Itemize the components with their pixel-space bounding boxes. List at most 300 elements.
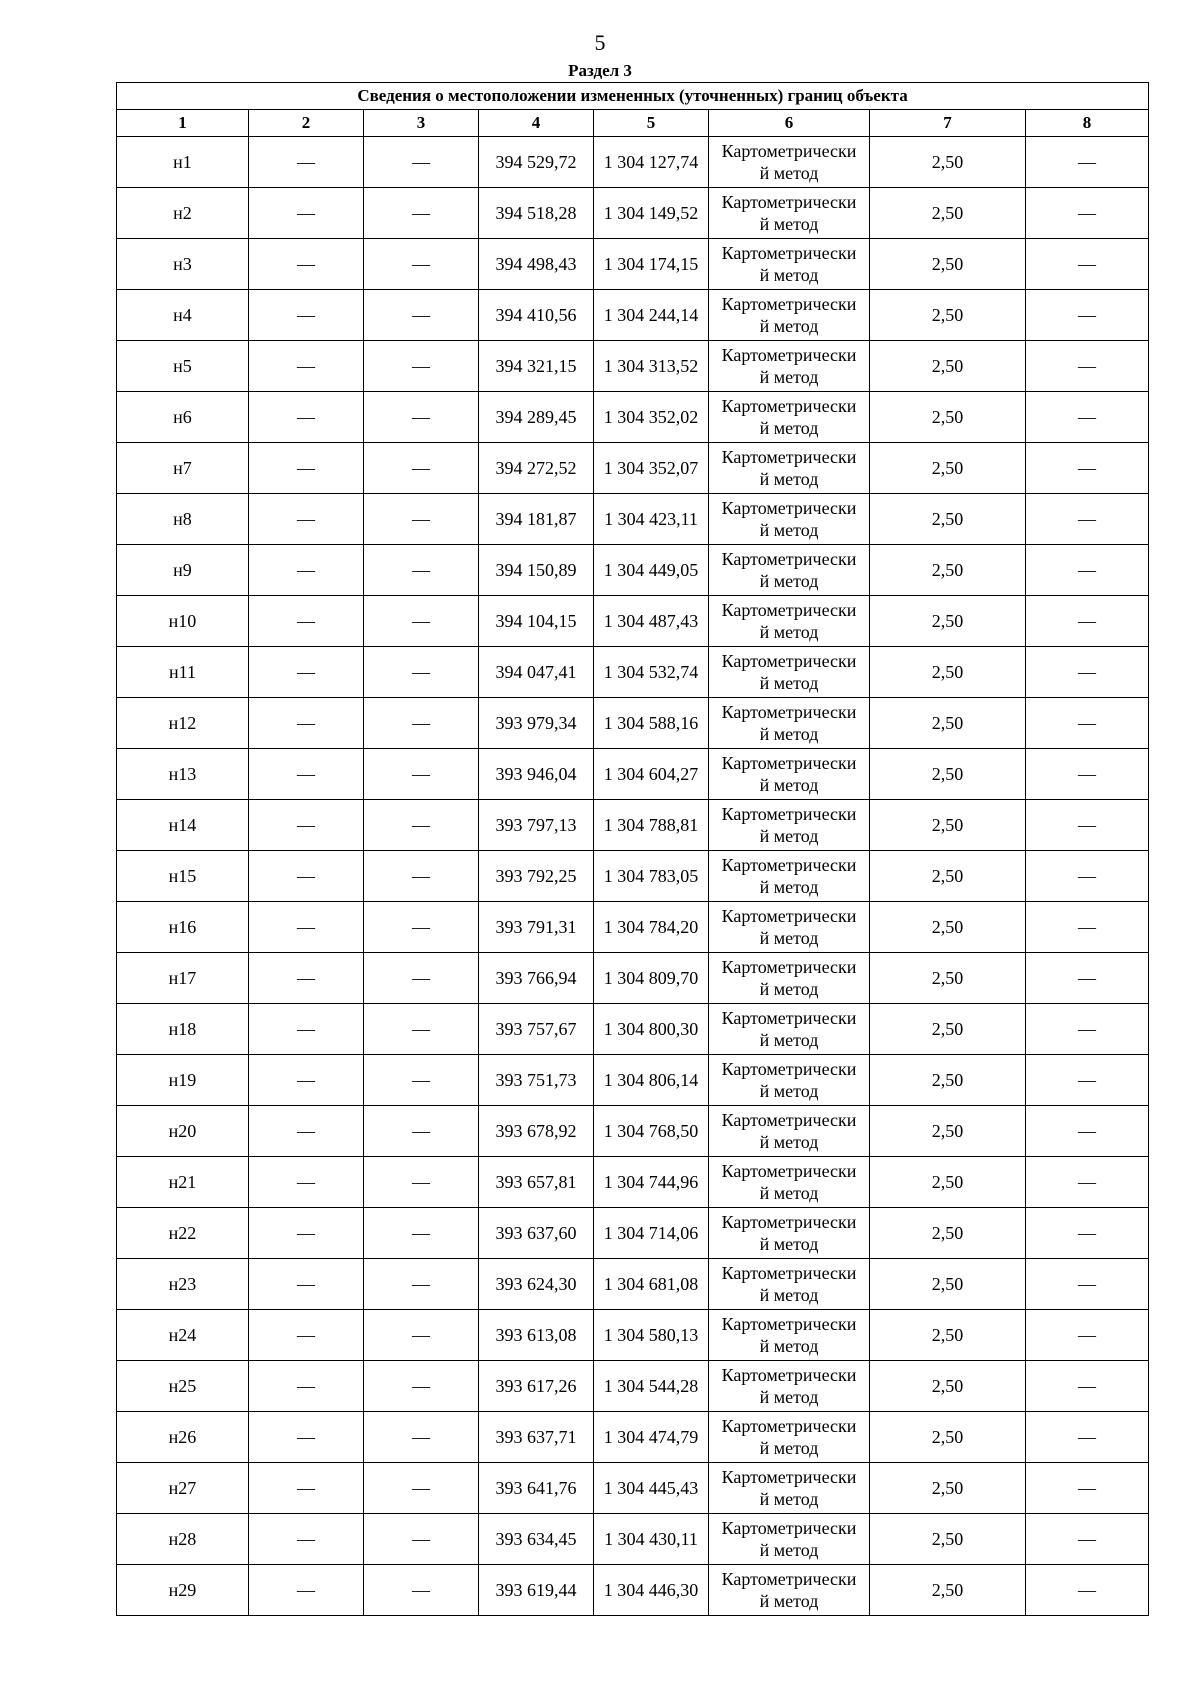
column-number-3: 3: [364, 110, 479, 137]
accuracy-cell: 2,50: [870, 392, 1026, 443]
table-caption: Сведения о местоположении измененных (уточненных) границ объекта: [117, 83, 1149, 110]
point-cell: н11: [117, 647, 249, 698]
method-line-2: й метод: [759, 367, 819, 387]
point-cell: н10: [117, 596, 249, 647]
column-2-cell: —: [249, 953, 364, 1004]
column-3-cell: —: [364, 392, 479, 443]
point-cell: н6: [117, 392, 249, 443]
method-line-1: Картометрически: [721, 192, 857, 212]
accuracy-cell: 2,50: [870, 698, 1026, 749]
method-line-1: Картометрически: [721, 1467, 857, 1487]
table-caption-row: [117, 83, 1149, 110]
method-cell: [709, 1361, 870, 1412]
y-coordinate-cell: 1 304 174,15: [594, 239, 709, 290]
method-cell: [709, 902, 870, 953]
method-line-2: й метод: [759, 316, 819, 336]
table-row: [117, 290, 1149, 341]
table-row: [117, 1157, 1149, 1208]
y-coordinate-cell: 1 304 474,79: [594, 1412, 709, 1463]
method-cell: [709, 545, 870, 596]
column-2-cell: —: [249, 443, 364, 494]
column-2-cell: —: [249, 851, 364, 902]
column-3-cell: —: [364, 545, 479, 596]
column-3-cell: —: [364, 596, 479, 647]
x-coordinate-cell: 393 766,94: [479, 953, 594, 1004]
column-3-cell: —: [364, 1463, 479, 1514]
x-coordinate-cell: 393 757,67: [479, 1004, 594, 1055]
point-cell: н19: [117, 1055, 249, 1106]
table-row: [117, 1259, 1149, 1310]
point-cell: н25: [117, 1361, 249, 1412]
point-cell: н15: [117, 851, 249, 902]
column-8-cell: —: [1026, 1004, 1149, 1055]
method-cell: [709, 596, 870, 647]
y-coordinate-cell: 1 304 800,30: [594, 1004, 709, 1055]
method-line-1: Картометрически: [721, 498, 857, 518]
method-line-1: Картометрически: [721, 1161, 857, 1181]
method-cell: [709, 1055, 870, 1106]
table-row: [117, 341, 1149, 392]
column-8-cell: —: [1026, 800, 1149, 851]
method-line-2: й метод: [759, 1081, 819, 1101]
column-2-cell: —: [249, 1361, 364, 1412]
x-coordinate-cell: 394 529,72: [479, 137, 594, 188]
method-line-2: й метод: [759, 1030, 819, 1050]
y-coordinate-cell: 1 304 580,13: [594, 1310, 709, 1361]
y-coordinate-cell: 1 304 681,08: [594, 1259, 709, 1310]
x-coordinate-cell: 393 637,60: [479, 1208, 594, 1259]
column-3-cell: —: [364, 1361, 479, 1412]
method-line-2: й метод: [759, 1234, 819, 1254]
x-coordinate-cell: 393 634,45: [479, 1514, 594, 1565]
table-row: [117, 1361, 1149, 1412]
method-line-2: й метод: [759, 1591, 819, 1611]
column-number-5: 5: [594, 110, 709, 137]
point-cell: н21: [117, 1157, 249, 1208]
column-3-cell: —: [364, 494, 479, 545]
column-2-cell: —: [249, 1055, 364, 1106]
column-8-cell: —: [1026, 902, 1149, 953]
column-3-cell: —: [364, 239, 479, 290]
method-line-1: Картометрически: [721, 294, 857, 314]
column-8-cell: —: [1026, 1514, 1149, 1565]
column-2-cell: —: [249, 1259, 364, 1310]
column-3-cell: —: [364, 953, 479, 1004]
table-row: [117, 953, 1149, 1004]
table-row: [117, 137, 1149, 188]
method-cell: [709, 1259, 870, 1310]
method-line-2: й метод: [759, 1540, 819, 1560]
column-8-cell: —: [1026, 1310, 1149, 1361]
method-line-2: й метод: [759, 571, 819, 591]
column-number-2: 2: [249, 110, 364, 137]
table-row: [117, 1514, 1149, 1565]
table-body: [117, 137, 1149, 1616]
column-2-cell: —: [249, 1412, 364, 1463]
column-8-cell: —: [1026, 1259, 1149, 1310]
column-3-cell: —: [364, 902, 479, 953]
x-coordinate-cell: 393 792,25: [479, 851, 594, 902]
method-line-2: й метод: [759, 265, 819, 285]
method-cell: [709, 1412, 870, 1463]
y-coordinate-cell: 1 304 604,27: [594, 749, 709, 800]
accuracy-cell: 2,50: [870, 545, 1026, 596]
column-2-cell: —: [249, 341, 364, 392]
table-row: [117, 494, 1149, 545]
table-row: [117, 647, 1149, 698]
method-cell: [709, 1106, 870, 1157]
method-line-2: й метод: [759, 928, 819, 948]
point-cell: н14: [117, 800, 249, 851]
accuracy-cell: 2,50: [870, 902, 1026, 953]
accuracy-cell: 2,50: [870, 953, 1026, 1004]
method-line-1: Картометрически: [721, 1518, 857, 1538]
x-coordinate-cell: 394 047,41: [479, 647, 594, 698]
column-3-cell: —: [364, 1157, 479, 1208]
column-3-cell: —: [364, 1412, 479, 1463]
x-coordinate-cell: 394 518,28: [479, 188, 594, 239]
x-coordinate-cell: 394 150,89: [479, 545, 594, 596]
x-coordinate-cell: 393 797,13: [479, 800, 594, 851]
accuracy-cell: 2,50: [870, 851, 1026, 902]
method-line-2: й метод: [759, 1285, 819, 1305]
column-3-cell: —: [364, 341, 479, 392]
column-number-4: 4: [479, 110, 594, 137]
y-coordinate-cell: 1 304 788,81: [594, 800, 709, 851]
column-2-cell: —: [249, 239, 364, 290]
method-line-2: й метод: [759, 1387, 819, 1407]
y-coordinate-cell: 1 304 784,20: [594, 902, 709, 953]
x-coordinate-cell: 393 791,31: [479, 902, 594, 953]
point-cell: н24: [117, 1310, 249, 1361]
column-2-cell: —: [249, 647, 364, 698]
y-coordinate-cell: 1 304 768,50: [594, 1106, 709, 1157]
method-line-2: й метод: [759, 775, 819, 795]
method-cell: [709, 290, 870, 341]
column-3-cell: —: [364, 1259, 479, 1310]
column-3-cell: —: [364, 1565, 479, 1616]
table-row: [117, 596, 1149, 647]
accuracy-cell: 2,50: [870, 1412, 1026, 1463]
method-line-1: Картометрически: [721, 243, 857, 263]
column-number-6: 6: [709, 110, 870, 137]
method-cell: [709, 1463, 870, 1514]
method-cell: [709, 749, 870, 800]
method-line-1: Картометрически: [721, 447, 857, 467]
method-cell: [709, 1310, 870, 1361]
table-row: [117, 698, 1149, 749]
column-3-cell: —: [364, 443, 479, 494]
column-number-row: [117, 110, 1149, 137]
point-cell: н5: [117, 341, 249, 392]
method-line-2: й метод: [759, 469, 819, 489]
method-line-1: Картометрически: [721, 855, 857, 875]
column-2-cell: —: [249, 1208, 364, 1259]
method-line-2: й метод: [759, 1438, 819, 1458]
column-2-cell: —: [249, 290, 364, 341]
method-line-1: Картометрически: [721, 345, 857, 365]
column-2-cell: —: [249, 188, 364, 239]
method-cell: [709, 239, 870, 290]
method-line-2: й метод: [759, 622, 819, 642]
method-line-1: Картометрически: [721, 957, 857, 977]
y-coordinate-cell: 1 304 487,43: [594, 596, 709, 647]
method-line-1: Картометрически: [721, 396, 857, 416]
column-2-cell: —: [249, 494, 364, 545]
method-cell: [709, 698, 870, 749]
y-coordinate-cell: 1 304 352,02: [594, 392, 709, 443]
method-line-1: Картометрически: [721, 753, 857, 773]
method-line-2: й метод: [759, 1489, 819, 1509]
column-3-cell: —: [364, 647, 479, 698]
point-cell: н17: [117, 953, 249, 1004]
x-coordinate-cell: 393 678,92: [479, 1106, 594, 1157]
method-line-2: й метод: [759, 1183, 819, 1203]
column-8-cell: —: [1026, 647, 1149, 698]
accuracy-cell: 2,50: [870, 188, 1026, 239]
column-2-cell: —: [249, 1514, 364, 1565]
method-cell: [709, 953, 870, 1004]
accuracy-cell: 2,50: [870, 1055, 1026, 1106]
column-3-cell: —: [364, 1208, 479, 1259]
column-2-cell: —: [249, 545, 364, 596]
point-cell: н3: [117, 239, 249, 290]
accuracy-cell: 2,50: [870, 1361, 1026, 1412]
x-coordinate-cell: 393 979,34: [479, 698, 594, 749]
method-line-2: й метод: [759, 520, 819, 540]
column-2-cell: —: [249, 1157, 364, 1208]
table-row: [117, 545, 1149, 596]
accuracy-cell: 2,50: [870, 1004, 1026, 1055]
method-line-1: Картометрически: [721, 600, 857, 620]
point-cell: н12: [117, 698, 249, 749]
column-8-cell: —: [1026, 341, 1149, 392]
y-coordinate-cell: 1 304 449,05: [594, 545, 709, 596]
method-line-2: й метод: [759, 1336, 819, 1356]
column-8-cell: —: [1026, 953, 1149, 1004]
method-line-1: Картометрически: [721, 1416, 857, 1436]
column-2-cell: —: [249, 1004, 364, 1055]
x-coordinate-cell: 393 613,08: [479, 1310, 594, 1361]
method-line-2: й метод: [759, 877, 819, 897]
x-coordinate-cell: 394 498,43: [479, 239, 594, 290]
column-2-cell: —: [249, 1565, 364, 1616]
accuracy-cell: 2,50: [870, 239, 1026, 290]
accuracy-cell: 2,50: [870, 341, 1026, 392]
column-3-cell: —: [364, 290, 479, 341]
method-line-1: Картометрически: [721, 1365, 857, 1385]
method-cell: [709, 341, 870, 392]
column-8-cell: —: [1026, 596, 1149, 647]
method-cell: [709, 137, 870, 188]
column-8-cell: —: [1026, 443, 1149, 494]
x-coordinate-cell: 393 657,81: [479, 1157, 594, 1208]
table-row: [117, 1208, 1149, 1259]
column-2-cell: —: [249, 698, 364, 749]
y-coordinate-cell: 1 304 423,11: [594, 494, 709, 545]
column-8-cell: —: [1026, 545, 1149, 596]
column-8-cell: —: [1026, 1055, 1149, 1106]
y-coordinate-cell: 1 304 244,14: [594, 290, 709, 341]
y-coordinate-cell: 1 304 445,43: [594, 1463, 709, 1514]
method-line-2: й метод: [759, 673, 819, 693]
table-row: [117, 392, 1149, 443]
method-cell: [709, 392, 870, 443]
point-cell: н29: [117, 1565, 249, 1616]
method-line-2: й метод: [759, 979, 819, 999]
column-2-cell: —: [249, 800, 364, 851]
method-cell: [709, 1004, 870, 1055]
table-row: [117, 1463, 1149, 1514]
table-row: [117, 1106, 1149, 1157]
column-2-cell: —: [249, 902, 364, 953]
accuracy-cell: 2,50: [870, 800, 1026, 851]
x-coordinate-cell: 394 104,15: [479, 596, 594, 647]
x-coordinate-cell: 393 751,73: [479, 1055, 594, 1106]
method-line-1: Картометрически: [721, 1263, 857, 1283]
x-coordinate-cell: 393 619,44: [479, 1565, 594, 1616]
method-line-1: Картометрически: [721, 1110, 857, 1130]
method-cell: [709, 1514, 870, 1565]
method-cell: [709, 1208, 870, 1259]
x-coordinate-cell: 394 272,52: [479, 443, 594, 494]
method-line-2: й метод: [759, 214, 819, 234]
column-3-cell: —: [364, 698, 479, 749]
method-line-1: Картометрически: [721, 549, 857, 569]
accuracy-cell: 2,50: [870, 1208, 1026, 1259]
method-line-2: й метод: [759, 724, 819, 744]
y-coordinate-cell: 1 304 744,96: [594, 1157, 709, 1208]
point-cell: н28: [117, 1514, 249, 1565]
column-2-cell: —: [249, 1463, 364, 1514]
accuracy-cell: 2,50: [870, 1259, 1026, 1310]
point-cell: н18: [117, 1004, 249, 1055]
accuracy-cell: 2,50: [870, 1514, 1026, 1565]
column-8-cell: —: [1026, 494, 1149, 545]
y-coordinate-cell: 1 304 313,52: [594, 341, 709, 392]
point-cell: н1: [117, 137, 249, 188]
y-coordinate-cell: 1 304 430,11: [594, 1514, 709, 1565]
method-line-1: Картометрически: [721, 702, 857, 722]
point-cell: н22: [117, 1208, 249, 1259]
table-row: [117, 902, 1149, 953]
accuracy-cell: 2,50: [870, 443, 1026, 494]
column-3-cell: —: [364, 1310, 479, 1361]
method-cell: [709, 647, 870, 698]
section-title: Раздел 3: [568, 61, 632, 80]
method-cell: [709, 494, 870, 545]
y-coordinate-cell: 1 304 714,06: [594, 1208, 709, 1259]
x-coordinate-cell: 393 624,30: [479, 1259, 594, 1310]
column-8-cell: —: [1026, 698, 1149, 749]
method-line-1: Картометрически: [721, 1059, 857, 1079]
method-line-1: Картометрически: [721, 141, 857, 161]
point-cell: н4: [117, 290, 249, 341]
method-line-2: й метод: [759, 826, 819, 846]
method-line-1: Картометрически: [721, 1008, 857, 1028]
method-line-1: Картометрически: [721, 804, 857, 824]
y-coordinate-cell: 1 304 783,05: [594, 851, 709, 902]
column-8-cell: —: [1026, 137, 1149, 188]
table-row: [117, 188, 1149, 239]
table-row: [117, 851, 1149, 902]
column-3-cell: —: [364, 800, 479, 851]
column-2-cell: —: [249, 596, 364, 647]
accuracy-cell: 2,50: [870, 1157, 1026, 1208]
table-row: [117, 1055, 1149, 1106]
column-8-cell: —: [1026, 1361, 1149, 1412]
column-8-cell: —: [1026, 851, 1149, 902]
column-2-cell: —: [249, 749, 364, 800]
method-cell: [709, 800, 870, 851]
method-line-2: й метод: [759, 1132, 819, 1152]
column-3-cell: —: [364, 1055, 479, 1106]
point-cell: н13: [117, 749, 249, 800]
page-number: 5: [594, 30, 606, 55]
accuracy-cell: 2,50: [870, 290, 1026, 341]
table-row: [117, 1310, 1149, 1361]
point-cell: н16: [117, 902, 249, 953]
column-3-cell: —: [364, 137, 479, 188]
column-8-cell: —: [1026, 392, 1149, 443]
x-coordinate-cell: 393 617,26: [479, 1361, 594, 1412]
x-coordinate-cell: 394 181,87: [479, 494, 594, 545]
column-3-cell: —: [364, 749, 479, 800]
table-row: [117, 800, 1149, 851]
column-3-cell: —: [364, 1004, 479, 1055]
x-coordinate-cell: 394 321,15: [479, 341, 594, 392]
accuracy-cell: 2,50: [870, 1106, 1026, 1157]
column-number-7: 7: [870, 110, 1026, 137]
y-coordinate-cell: 1 304 532,74: [594, 647, 709, 698]
column-8-cell: —: [1026, 239, 1149, 290]
column-8-cell: —: [1026, 188, 1149, 239]
method-cell: [709, 443, 870, 494]
point-cell: н8: [117, 494, 249, 545]
column-8-cell: —: [1026, 1208, 1149, 1259]
column-2-cell: —: [249, 1310, 364, 1361]
point-cell: н7: [117, 443, 249, 494]
column-3-cell: —: [364, 1514, 479, 1565]
accuracy-cell: 2,50: [870, 494, 1026, 545]
boundary-coordinates-table: [116, 82, 1149, 1616]
y-coordinate-cell: 1 304 588,16: [594, 698, 709, 749]
column-2-cell: —: [249, 1106, 364, 1157]
column-8-cell: —: [1026, 749, 1149, 800]
accuracy-cell: 2,50: [870, 749, 1026, 800]
accuracy-cell: 2,50: [870, 1310, 1026, 1361]
x-coordinate-cell: 393 946,04: [479, 749, 594, 800]
method-line-1: Картометрически: [721, 1212, 857, 1232]
point-cell: н20: [117, 1106, 249, 1157]
accuracy-cell: 2,50: [870, 596, 1026, 647]
method-cell: [709, 1565, 870, 1616]
y-coordinate-cell: 1 304 352,07: [594, 443, 709, 494]
table-row: [117, 749, 1149, 800]
column-number-8: 8: [1026, 110, 1149, 137]
method-line-2: й метод: [759, 418, 819, 438]
table-row: [117, 1412, 1149, 1463]
method-line-1: Картометрически: [721, 906, 857, 926]
accuracy-cell: 2,50: [870, 137, 1026, 188]
x-coordinate-cell: 394 289,45: [479, 392, 594, 443]
point-cell: н9: [117, 545, 249, 596]
y-coordinate-cell: 1 304 544,28: [594, 1361, 709, 1412]
accuracy-cell: 2,50: [870, 1565, 1026, 1616]
table-row: [117, 443, 1149, 494]
y-coordinate-cell: 1 304 127,74: [594, 137, 709, 188]
method-line-1: Картометрически: [721, 1569, 857, 1589]
